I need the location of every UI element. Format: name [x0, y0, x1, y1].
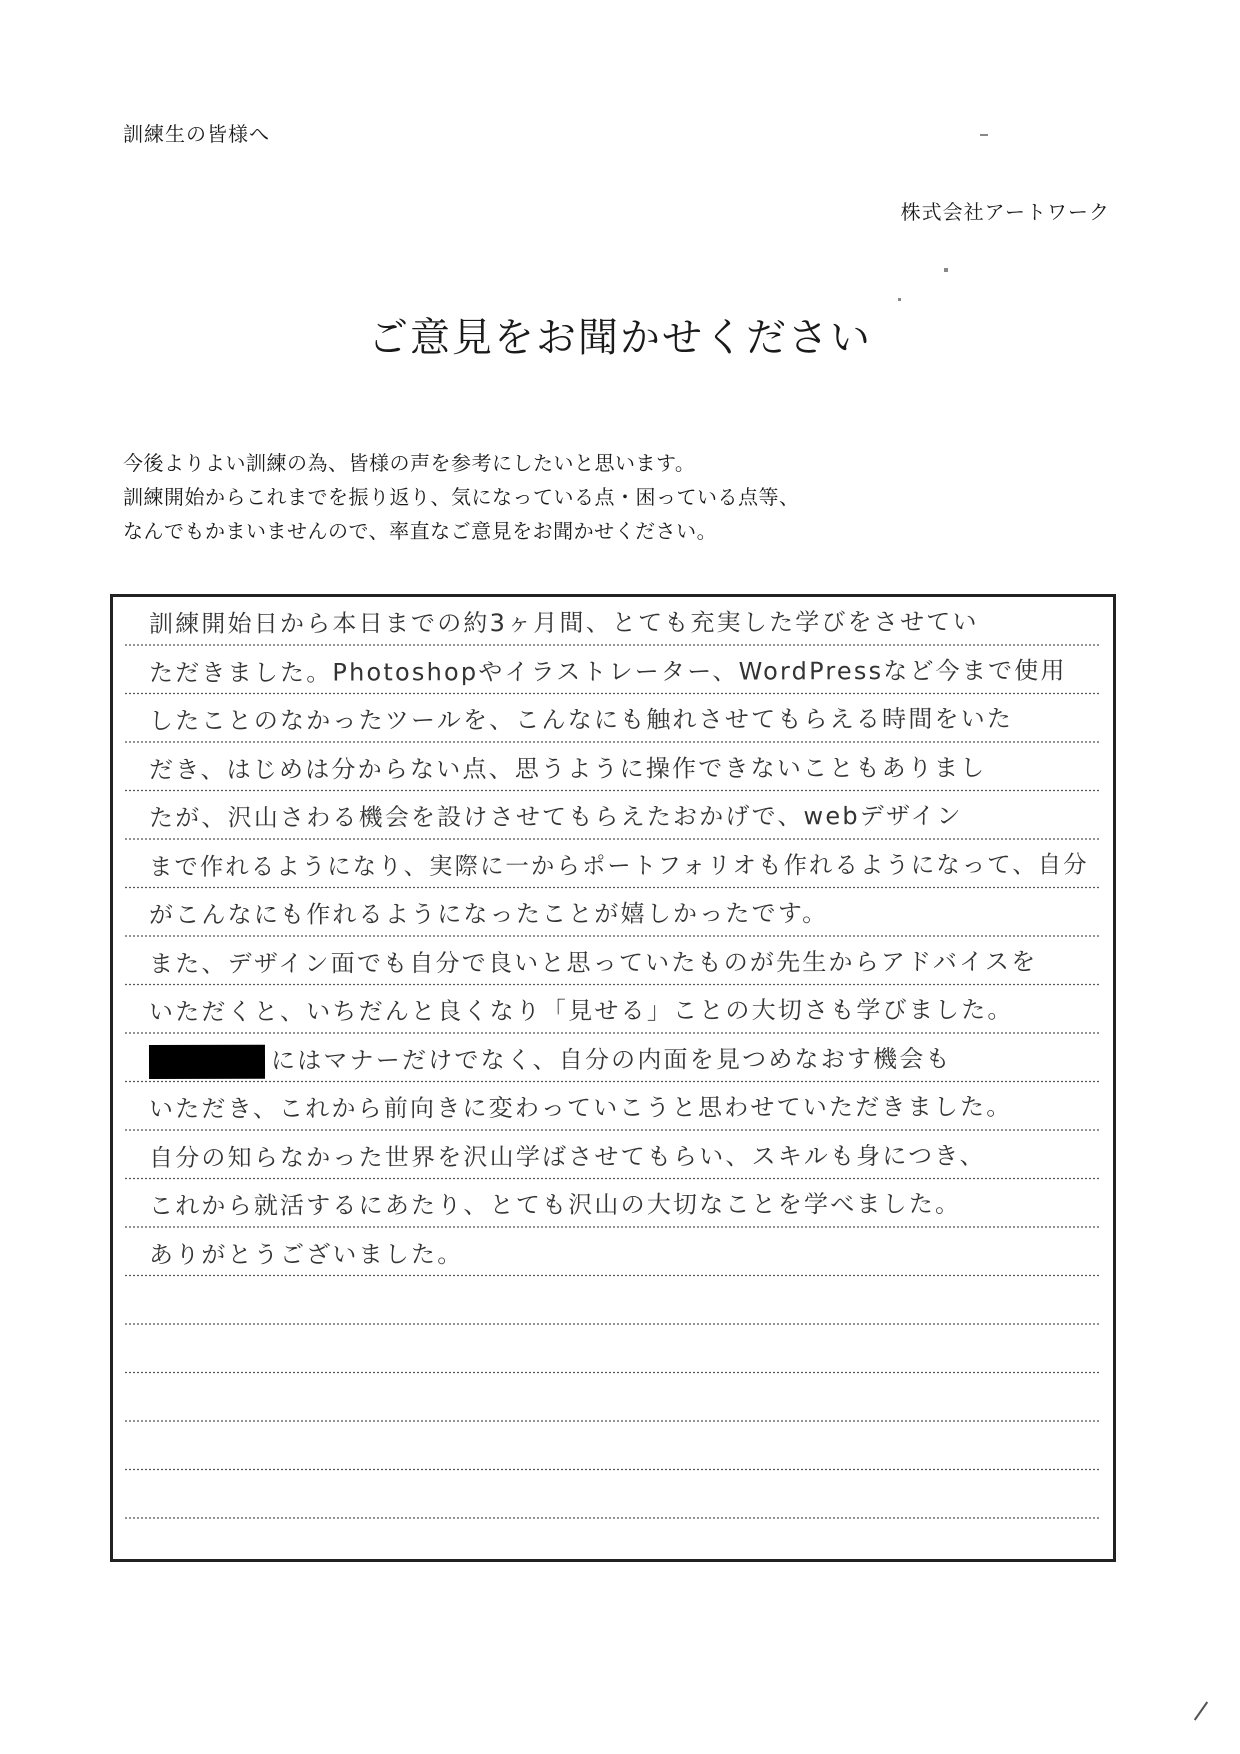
handwritten-line: まで作れるようになり、実際に一からポートフォリオも作れるようになって、自分 — [148, 850, 1089, 881]
page-title: ご意見をお聞かせください — [368, 315, 872, 361]
handwritten-line: がこんなにも作れるようになったことが嬉しかったです。 — [148, 899, 829, 929]
handwritten-line: 訓練開始日から本日までの約3ヶ月間、とても充実した学びをさせてい — [148, 607, 979, 638]
intro-text — [123, 446, 800, 548]
handwritten-line — [149, 1039, 952, 1079]
intro-line-1: 今後よりよい訓練の為、皆様の声を参考にしたいと思います。 — [123, 451, 696, 475]
handwritten-line: したことのなかったツールを、こんなにも触れさせてもらえる時間をいた — [148, 704, 1014, 735]
response-box — [110, 594, 1116, 1562]
handwritten-line: いただくと、いちだんと良くなり「見せる」ことの大切さも学びました。 — [148, 995, 1014, 1026]
company-name: 株式会社アートワーク — [900, 200, 1110, 224]
handwritten-line: ありがとうございました。 — [148, 1239, 464, 1269]
handwritten-line: たが、沢山さわる機会を設けさせてもらえたおかげで、webデザイン — [148, 801, 963, 832]
handwritten-line: これから就活するにあたり、とても沢山の大切なことを学べました。 — [148, 1189, 962, 1220]
handwritten-line: ただきました。Photoshopやイラストレーター、WordPressなど今まで使用 — [148, 656, 1067, 687]
handwritten-line: だき、はじめは分からない点、思うように操作できないこともありまし — [148, 753, 987, 784]
salutation: 訓練生の皆様へ — [123, 122, 270, 146]
intro-line-2: 訓練開始からこれまでを振り返り、気になっている点・困っている点等、 — [123, 485, 800, 509]
intro-line-3: なんでもかまいませんので、率直なご意見をお聞かせください。 — [123, 519, 718, 543]
handwritten-text: にはマナーだけでなく、自分の内面を見つめなおす機会も — [270, 1044, 952, 1075]
handwritten-line: また、デザイン面でも自分で良いと思っていたものが先生からアドバイスを — [148, 947, 1038, 978]
handwritten-line: いただき、これから前向きに変わっていこうと思わせていただきました。 — [148, 1092, 1013, 1123]
redaction-block — [149, 1044, 265, 1078]
handwritten-line: 自分の知らなかった世界を沢山学ばさせてもらい、スキルも身につき、 — [148, 1141, 986, 1172]
